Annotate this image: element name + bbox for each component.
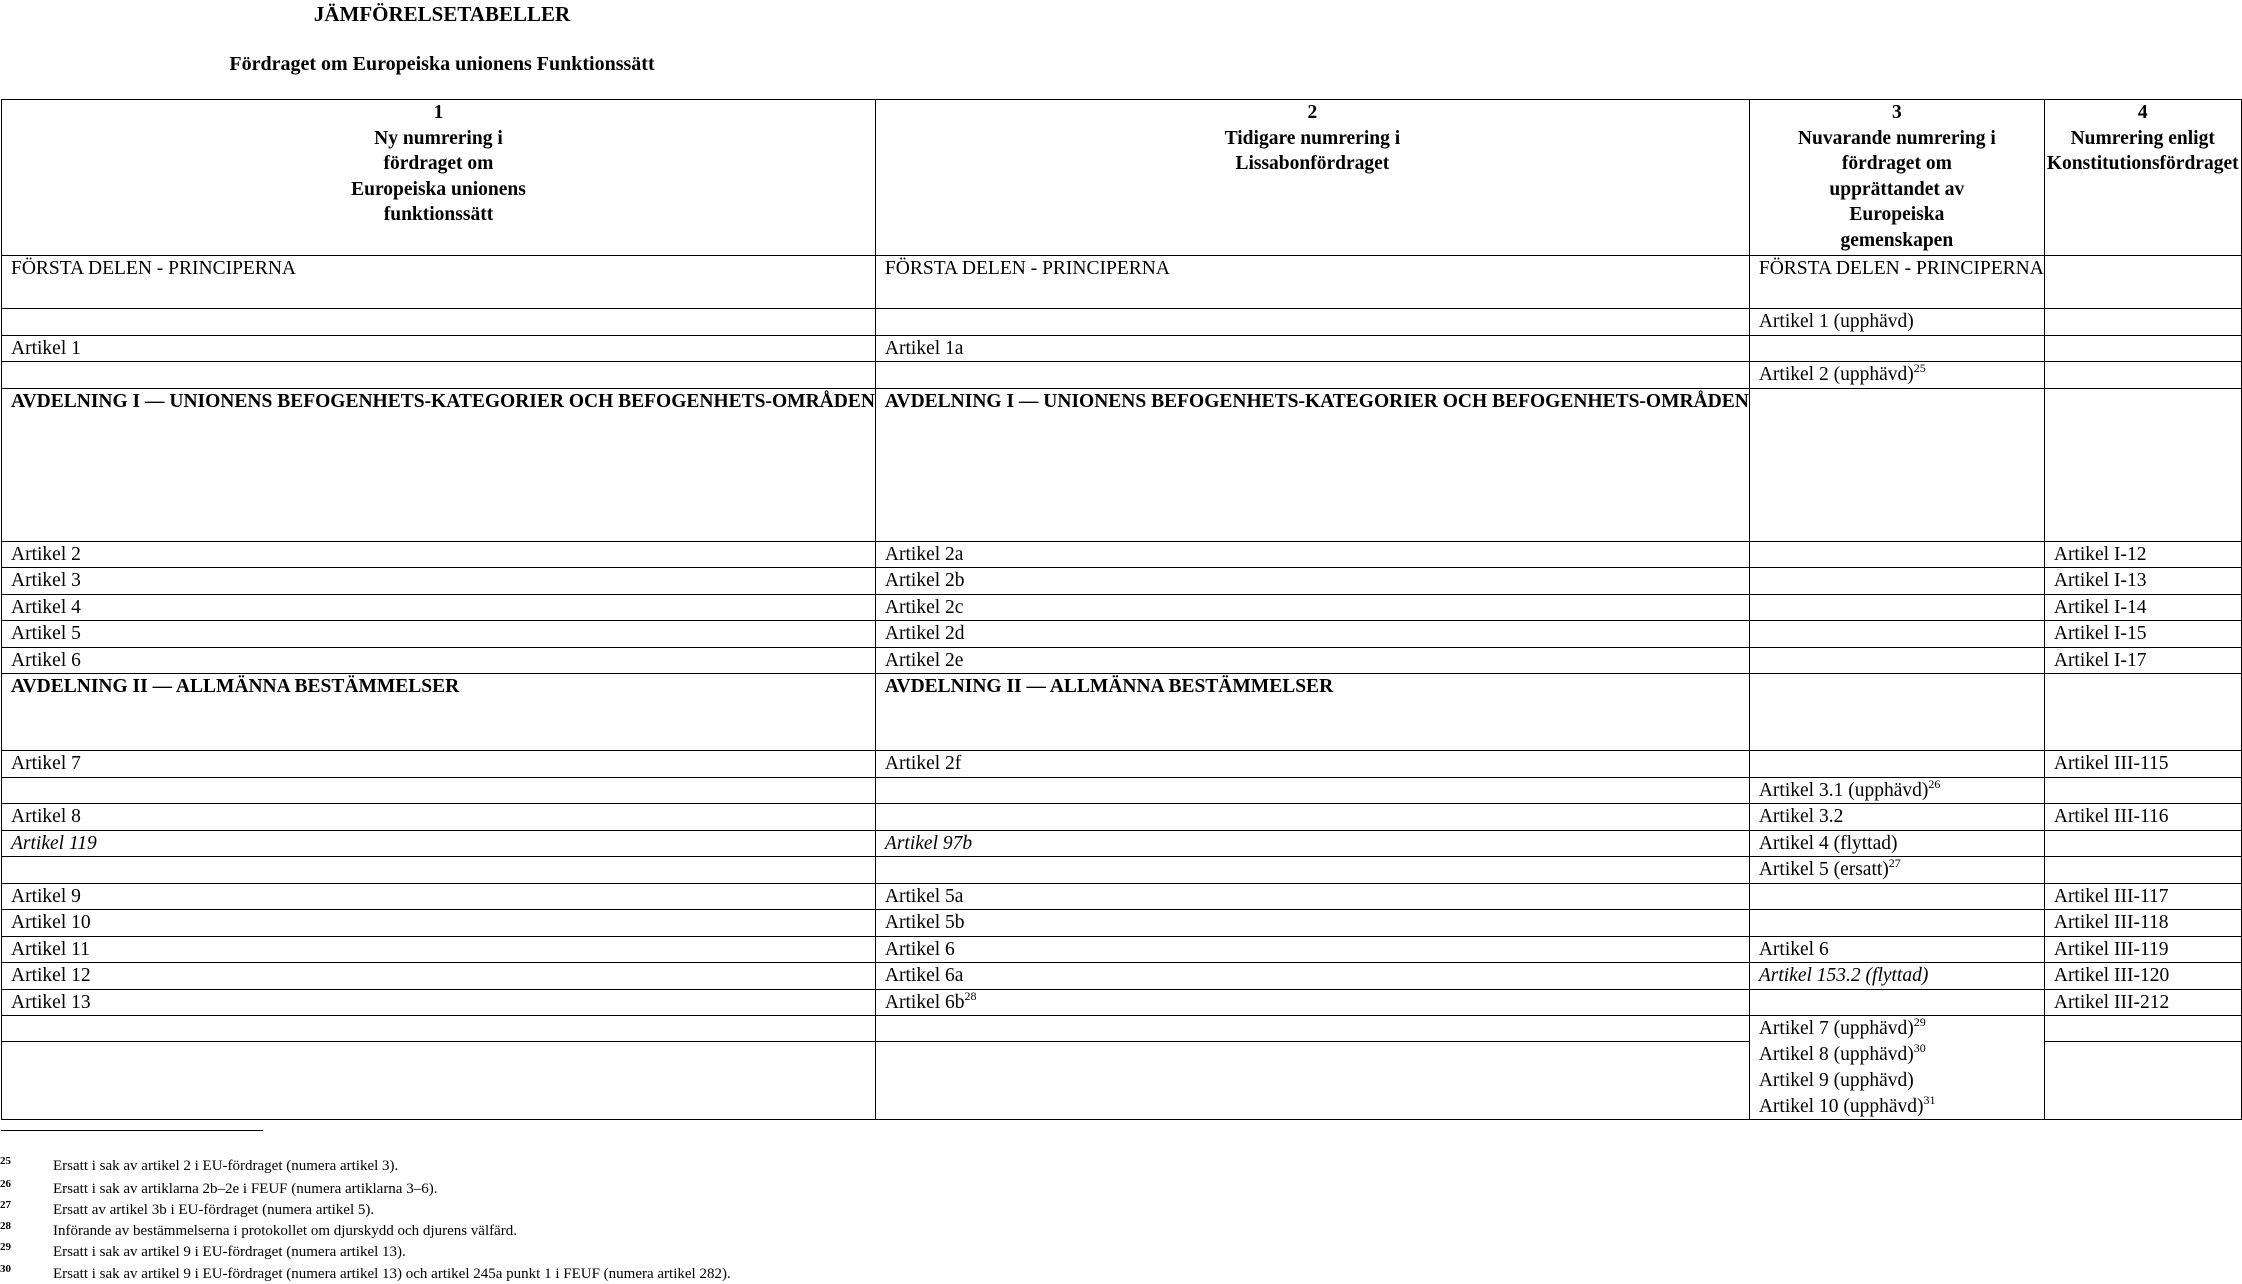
cell: Artikel III-120 <box>2044 963 2241 990</box>
cell: Artikel 6 <box>1749 936 2044 963</box>
footnote-ref: 28 <box>964 988 977 1003</box>
cell <box>2 309 876 336</box>
table-row <box>2 647 2242 674</box>
col-header-4: 4 Numrering enligt Konstitutionsfördraget <box>2044 100 2241 256</box>
cell: Artikel 6 <box>2 647 876 674</box>
cell <box>2044 777 2241 804</box>
cell: Artikel 1 <box>2 335 876 362</box>
section-heading: AVDELNING II — ALLMÄNNA BESTÄMMELSER <box>875 674 1749 751</box>
footnote-text: Ersatt i sak av artiklarna 2b–2e i FEUF (numera artiklarna 3–6). <box>53 1181 438 1197</box>
table-row <box>2 1042 2242 1068</box>
cell <box>2 1068 876 1094</box>
table-row <box>2 568 2242 595</box>
footnote-text: Ersatt i sak av artikel 2 i EU-fördraget (numera artikel 3). <box>53 1158 399 1174</box>
cell <box>875 804 1749 831</box>
cell <box>1749 541 2044 568</box>
cell: Artikel 1 (upphävd) <box>1749 309 2044 336</box>
cell: Artikel 4 <box>2 594 876 621</box>
cell <box>1749 751 2044 778</box>
cell <box>2044 388 2241 541</box>
cell <box>1749 568 2044 595</box>
cell: Artikel 6 <box>875 936 1749 963</box>
footnote-ref: 31 <box>1923 1092 1936 1107</box>
footnote-ref: 26 <box>1928 776 1941 791</box>
cell: Artikel 10 (upphävd)$^{31}$ <box>1749 1094 2044 1120</box>
section-heading: AVDELNING I — UNIONENS BEFOGENHETS-KATEGORIER OCH BEFOGENHETS-OMRÅDEN <box>875 388 1749 541</box>
footnote-number: 29 <box>0 1241 11 1253</box>
footnote-ref: 29 <box>1913 1015 1926 1029</box>
table-row <box>2 674 2242 751</box>
cell: Artikel 9 (upphävd) <box>1749 1068 2044 1094</box>
cell: Artikel I-17 <box>2044 647 2241 674</box>
table-row <box>2 362 2242 389</box>
comparison-table <box>1 99 2242 1120</box>
cell: Artikel 13 <box>2 989 876 1016</box>
cell: Artikel I-12 <box>2044 541 2241 568</box>
cell <box>1749 910 2044 937</box>
table-row <box>2 621 2242 648</box>
cell: FÖRSTA DELEN - PRINCIPERNA <box>2 256 876 309</box>
cell: Artikel III-115 <box>2044 751 2241 778</box>
cell <box>2044 1094 2241 1120</box>
footnote-text: Ersatt av artikel 3b i EU-fördraget (numera artikel 5). <box>53 1202 375 1218</box>
cell: Artikel 2e <box>875 647 1749 674</box>
cell <box>875 1094 1749 1120</box>
cell <box>875 777 1749 804</box>
cell: Artikel 8 (upphävd)$^{30}$ <box>1749 1042 2044 1068</box>
cell <box>875 309 1749 336</box>
cell: Artikel $6b^{28}$ <box>875 989 1749 1016</box>
col-header-1: 1 Ny numrering i fördraget om Europeiska unionens funktionssätt <box>2 100 876 256</box>
cell: Artikel 2 (upphävd)$^{25}$ <box>1749 362 2044 389</box>
cell: Artikel III-212 <box>2044 989 2241 1016</box>
cell: Artikel 2a <box>875 541 1749 568</box>
cell: FÖRSTA DELEN - PRINCIPERNA <box>1749 256 2044 309</box>
table-row <box>2 910 2242 937</box>
footnote-number: 28 <box>0 1220 11 1232</box>
cell: Artikel III-116 <box>2044 804 2241 831</box>
table-row <box>2 857 2242 884</box>
cell <box>1749 335 2044 362</box>
page-subtitle: Fördraget om Europeiska unionens Funktionssätt <box>229 53 655 75</box>
cell: Artikel 119 <box>2 830 876 857</box>
cell <box>875 1042 1749 1068</box>
footnote-ref: 30 <box>1913 1040 1926 1055</box>
table-row <box>2 1016 2242 1042</box>
table-row <box>2 883 2242 910</box>
cell <box>1749 883 2044 910</box>
footnote-ref: 25 <box>1913 361 1926 375</box>
cell: Artikel I-14 <box>2044 594 2241 621</box>
cell <box>2 777 876 804</box>
cell <box>2 1042 876 1068</box>
table-row <box>2 388 2242 541</box>
cell: Artikel 2b <box>875 568 1749 595</box>
cell: Artikel 2f <box>875 751 1749 778</box>
table-row <box>2 309 2242 336</box>
cell: Artikel 3 <box>2 568 876 595</box>
cell: Artikel 7 <box>2 751 876 778</box>
cell <box>875 362 1749 389</box>
cell <box>2044 1042 2241 1068</box>
cell: Artikel I-13 <box>2044 568 2241 595</box>
table-row <box>2 777 2242 804</box>
footnote-text: Ersatt i sak av artikel 9 i EU-fördraget (numera artikel 13) och artikel 245a punkt 1 i FEUF (numera artikel 282). <box>53 1266 731 1282</box>
cell <box>1749 989 2044 1016</box>
footnote-text: Ersatt i sak av artikel 9 i EU-fördraget (numera artikel 13). <box>53 1244 406 1260</box>
col-header-2: 2 Tidigare numrering i Lissabonfördraget <box>875 100 1749 256</box>
cell <box>2 1094 876 1120</box>
cell <box>1749 674 2044 751</box>
cell <box>875 1016 1749 1042</box>
cell: Artikel 12 <box>2 963 876 990</box>
table-row <box>2 335 2242 362</box>
cell <box>2 1016 876 1042</box>
cell <box>1749 647 2044 674</box>
cell <box>2044 335 2241 362</box>
cell: FÖRSTA DELEN - PRINCIPERNA <box>875 256 1749 309</box>
cell: Artikel 8 <box>2 804 876 831</box>
table-row <box>2 1068 2242 1094</box>
cell: Artikel 153.2 (flyttad) <box>1749 963 2044 990</box>
cell: Artikel 10 <box>2 910 876 937</box>
cell: Artikel 1a <box>875 335 1749 362</box>
cell <box>2044 1016 2241 1042</box>
cell <box>875 857 1749 884</box>
footnote-number: 26 <box>0 1178 11 1190</box>
footnote-number: 27 <box>0 1199 11 1211</box>
cell: Artikel 3.2 <box>1749 804 2044 831</box>
table-header-row <box>2 100 2242 256</box>
cell <box>2044 362 2241 389</box>
cell: Artikel 3.1 (upphävd)$^{26}$ <box>1749 777 2044 804</box>
cell: Artikel 2 <box>2 541 876 568</box>
table-row <box>2 989 2242 1016</box>
cell: Artikel 7 (upphävd)$^{29}$ <box>1749 1016 2044 1042</box>
cell: Artikel 5b <box>875 910 1749 937</box>
cell: Artikel 5 (ersatt)$^{27}$ <box>1749 857 2044 884</box>
cell <box>2044 830 2241 857</box>
cell <box>2 362 876 389</box>
section-heading: AVDELNING I — UNIONENS BEFOGENHETS-KATEGORIER OCH BEFOGENHETS-OMRÅDEN <box>2 388 876 541</box>
table-row <box>2 594 2242 621</box>
cell: Artikel III-119 <box>2044 936 2241 963</box>
cell <box>1749 388 2044 541</box>
cell: Artikel 2c <box>875 594 1749 621</box>
cell <box>1749 594 2044 621</box>
cell <box>2044 857 2241 884</box>
footnote-separator <box>1 1130 263 1131</box>
cell: Artikel III-117 <box>2044 883 2241 910</box>
table-row <box>2 256 2242 309</box>
cell: Artikel 11 <box>2 936 876 963</box>
cell <box>2044 1068 2241 1094</box>
cell: Artikel 6a <box>875 963 1749 990</box>
footnote-number: 30 <box>0 1263 11 1275</box>
col-header-3: 3 Nuvarande numrering i fördraget om upprättandet av Europeiska gemenskapen <box>1749 100 2044 256</box>
table-row <box>2 751 2242 778</box>
cell <box>875 1068 1749 1094</box>
cell <box>2 857 876 884</box>
cell <box>2044 256 2241 309</box>
table-row <box>2 936 2242 963</box>
cell <box>2044 309 2241 336</box>
cell: Artikel 5a <box>875 883 1749 910</box>
footnote-text: Införande av bestämmelserna i protokollet om djurskydd och djurens välfärd. <box>53 1223 518 1239</box>
footnote-ref: 27 <box>1888 856 1901 870</box>
section-heading: AVDELNING II — ALLMÄNNA BESTÄMMELSER <box>2 674 876 751</box>
cell: Artikel I-15 <box>2044 621 2241 648</box>
table-row <box>2 1094 2242 1120</box>
table-row <box>2 830 2242 857</box>
cell <box>2044 674 2241 751</box>
cell <box>1749 621 2044 648</box>
cell: Artikel 2d <box>875 621 1749 648</box>
cell: Artikel 4 (flyttad) <box>1749 830 2044 857</box>
table-row <box>2 541 2242 568</box>
footnote-number: 25 <box>0 1155 11 1167</box>
table-row <box>2 804 2242 831</box>
cell: Artikel 97b <box>875 830 1749 857</box>
table-row <box>2 963 2242 990</box>
cell: Artikel III-118 <box>2044 910 2241 937</box>
cell: Artikel 9 <box>2 883 876 910</box>
page-title: JÄMFÖRELSETABELLER <box>313 2 571 26</box>
cell: Artikel 5 <box>2 621 876 648</box>
